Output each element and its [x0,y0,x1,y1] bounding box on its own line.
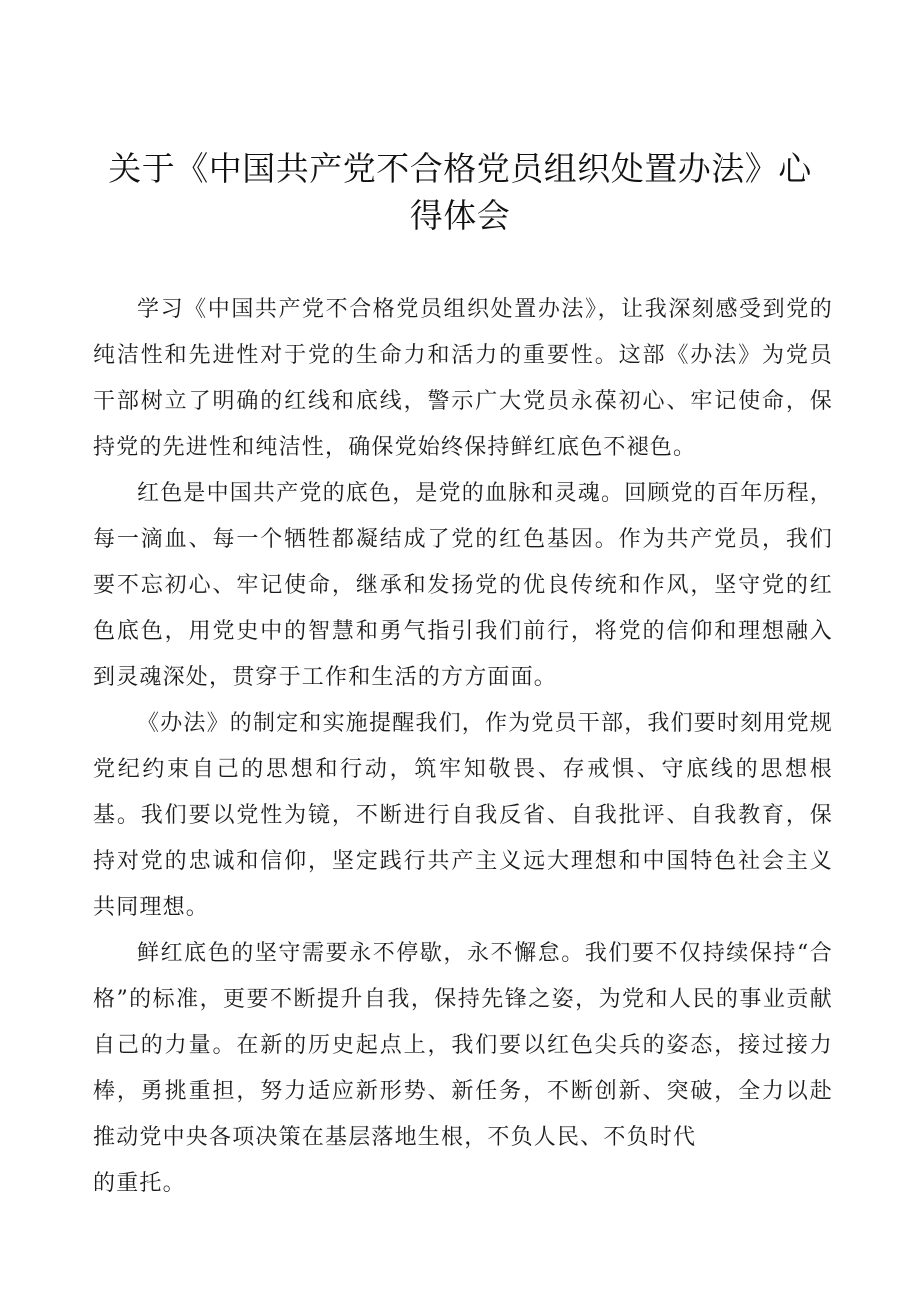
paragraph-2: 红色是中国共产党的底色，是党的血脉和灵魂。回顾党的百年历程，每一滴血、每一个牺牲都凝结成了党的红色基因。作为共产党员，我们要不忘初心、牢记使命，继承和发扬党的优良传统和作风，坚守党的红色底色，用党史中的智慧和勇气指引我们前行，将党的信仰和理想融入到灵魂深处，贯穿于工作和生活的方方面面。 [93,481,834,690]
paragraph-4: 鲜红底色的坚守需要永不停歇，永不懈怠。我们要不仅持续保持“合格”的标准，更要不断提升自我，保持先锋之姿，为党和人民的事业贡献自己的力量。在新的历史起点上，我们要以红色尖兵的姿态，接过接力棒，勇挑重担，努力适应新形势、新任务，不断创新、突破，全力以赴推动党中央各项决策在基层落地生根，不负人民、不负时代 [93,941,833,1150]
closing-line: 的重托。 [93,1171,186,1196]
document-title: 关于《中国共产党不合格党员组织处置办法》心得体会 [108,149,812,235]
paragraph-3: 《办法》的制定和实施提醒我们，作为党员干部，我们要时刻用党规党纪约束自己的思想和行动，筑牢知敬畏、存戒惧、守底线的思想根基。我们要以党性为镜，不断进行自我反省、自我批评、自我教育，保持对党的忠诚和信仰，坚定践行共产主义远大理想和中国特色社会主义共同理想。 [93,711,834,920]
document-body [93,287,833,1207]
paragraph-1: 学习《中国共产党不合格党员组织处置办法》，让我深刻感受到党的纯洁性和先进性对于党的生命力和活力的重要性。这部《办法》为党员干部树立了明确的红线和底线，警示广大党员永葆初心、牢记使命，保持党的先进性和纯洁性，确保党始终保持鲜红底色不褪色。 [93,297,833,460]
